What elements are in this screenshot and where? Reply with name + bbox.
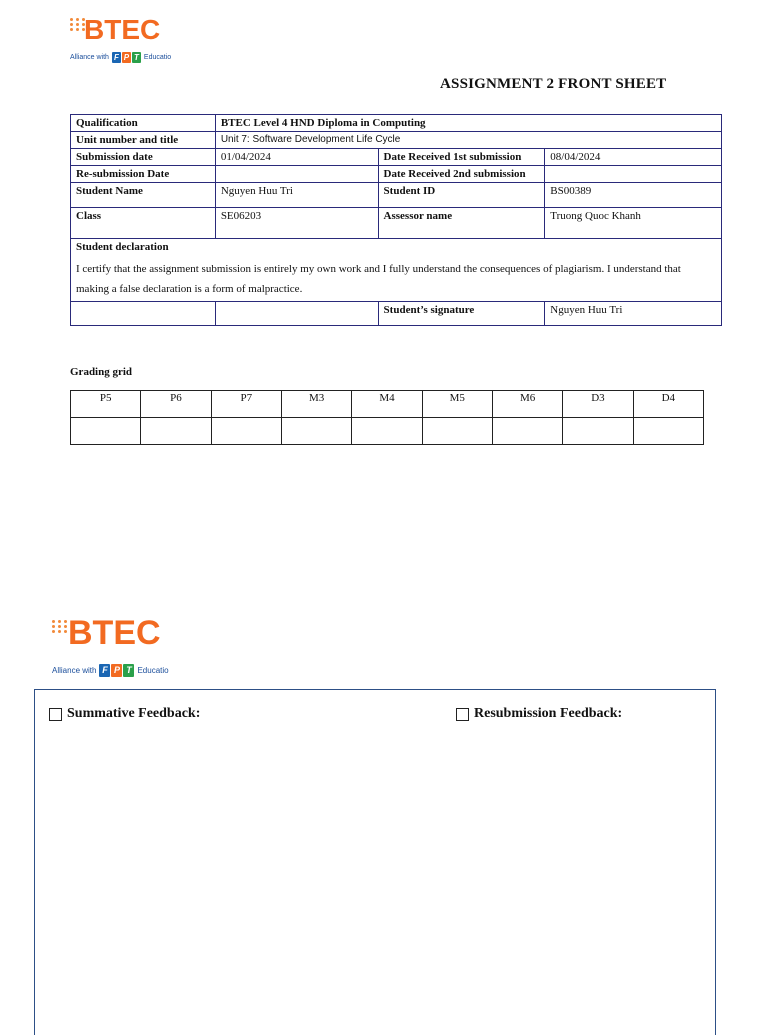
assessor-value: Truong Quoc Khanh bbox=[545, 208, 722, 239]
grade-header: P6 bbox=[141, 391, 211, 418]
grade-cell bbox=[492, 418, 562, 445]
assessor-label: Assessor name bbox=[378, 208, 545, 239]
signature-label: Student’s signature bbox=[378, 302, 545, 326]
table-row bbox=[71, 115, 722, 132]
resubmission-checkbox-icon[interactable] bbox=[456, 708, 469, 721]
student-name-label: Student Name bbox=[71, 183, 216, 208]
table-row bbox=[71, 183, 722, 208]
unit-value: Unit 7: Software Development Life Cycle bbox=[215, 132, 721, 149]
grade-header: P7 bbox=[211, 391, 281, 418]
logo-dots-icon bbox=[52, 620, 68, 633]
logo-alliance bbox=[52, 664, 169, 677]
grade-header: D4 bbox=[633, 391, 703, 418]
grade-cell bbox=[352, 418, 422, 445]
logo-alliance-text: Alliance with bbox=[52, 666, 97, 675]
student-id-label: Student ID bbox=[378, 183, 545, 208]
table-row bbox=[71, 132, 722, 149]
resubmission-feedback bbox=[456, 706, 622, 722]
summative-feedback bbox=[49, 706, 200, 722]
grade-cell bbox=[211, 418, 281, 445]
logo-brand-text: BTEC bbox=[84, 14, 161, 45]
resubmission-date-value bbox=[215, 166, 378, 183]
btec-logo bbox=[70, 14, 170, 66]
grade-header: M5 bbox=[422, 391, 492, 418]
table-row bbox=[71, 239, 722, 302]
date-received-1-value: 08/04/2024 bbox=[545, 149, 722, 166]
grade-cell bbox=[633, 418, 703, 445]
table-row bbox=[71, 166, 722, 183]
date-received-2-label: Date Received 2nd submission bbox=[378, 166, 545, 183]
logo-alliance bbox=[70, 52, 171, 63]
submission-date-label: Submission date bbox=[71, 149, 216, 166]
declaration-label: Student declaration bbox=[76, 241, 169, 253]
resubmission-feedback-label: Resubmission Feedback: bbox=[474, 706, 623, 721]
resubmission-date-label: Re-submission Date bbox=[71, 166, 216, 183]
table-row bbox=[71, 302, 722, 326]
submission-date-value: 01/04/2024 bbox=[215, 149, 378, 166]
grade-header: M4 bbox=[352, 391, 422, 418]
grade-cell bbox=[71, 418, 141, 445]
declaration-cell bbox=[71, 239, 722, 302]
grading-value-row bbox=[71, 418, 704, 445]
student-name-value: Nguyen Huu Tri bbox=[215, 183, 378, 208]
empty-cell bbox=[215, 302, 378, 326]
grading-header-row bbox=[71, 391, 704, 418]
student-id-value: BS00389 bbox=[545, 183, 722, 208]
logo-education-text: Educatio bbox=[143, 54, 172, 61]
grade-header: M3 bbox=[281, 391, 351, 418]
summative-feedback-label: Summative Feedback: bbox=[67, 706, 201, 721]
table-row bbox=[71, 149, 722, 166]
logo-education-text: Educatio bbox=[137, 666, 169, 675]
front-sheet-table bbox=[70, 114, 722, 326]
class-value: SE06203 bbox=[215, 208, 378, 239]
grade-cell bbox=[563, 418, 633, 445]
logo-brand-text: BTEC bbox=[68, 614, 161, 652]
summative-checkbox-icon[interactable] bbox=[49, 708, 62, 721]
feedback-box bbox=[34, 689, 716, 1035]
logo-alliance-text: Alliance with bbox=[70, 54, 109, 61]
fpt-logo-icon: F P T bbox=[99, 664, 134, 677]
class-label: Class bbox=[71, 208, 216, 239]
grade-cell bbox=[281, 418, 351, 445]
unit-label: Unit number and title bbox=[71, 132, 216, 149]
declaration-text: I certify that the assignment submission is entirely my own work and I fully understand the consequences of plagiarism. I understand that making a false declaration is a form of malpractice. bbox=[76, 263, 681, 295]
grade-cell bbox=[422, 418, 492, 445]
grading-grid-table bbox=[70, 390, 704, 445]
date-received-2-value bbox=[545, 166, 722, 183]
date-received-1-label: Date Received 1st submission bbox=[378, 149, 545, 166]
fpt-logo-icon: F P T bbox=[112, 52, 141, 63]
btec-logo bbox=[52, 614, 172, 680]
table-row bbox=[71, 208, 722, 239]
grade-header: P5 bbox=[71, 391, 141, 418]
empty-cell bbox=[71, 302, 216, 326]
grade-header: D3 bbox=[563, 391, 633, 418]
qualification-value: BTEC Level 4 HND Diploma in Computing bbox=[215, 115, 721, 132]
qualification-label: Qualification bbox=[71, 115, 216, 132]
page-title: ASSIGNMENT 2 FRONT SHEET bbox=[440, 76, 667, 92]
grading-grid-label: Grading grid bbox=[70, 366, 133, 378]
grade-cell bbox=[141, 418, 211, 445]
signature-value: Nguyen Huu Tri bbox=[545, 302, 722, 326]
grade-header: M6 bbox=[492, 391, 562, 418]
